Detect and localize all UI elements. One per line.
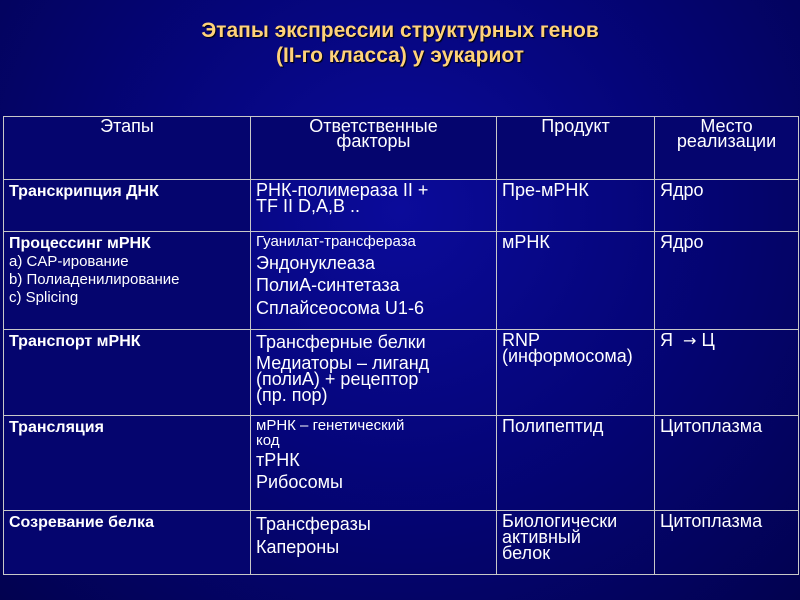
product-cell: Пре-мРНК [497,180,655,232]
header-product: Продукт [497,117,655,180]
stage-cell: Транскрипция ДНК [4,180,251,232]
factors-cell: мРНК – генетический код тРНК Рибосомы [251,416,497,511]
place-cell: Ядро [655,180,799,232]
product-cell: Биологически активный белок [497,511,655,575]
product-cell: RNP (информосома) [497,330,655,416]
table-row-transcription [4,180,799,232]
product-cell: Полипептид [497,416,655,511]
stage-cell: Созревание белка [4,511,251,575]
expression-stages-table [3,116,799,575]
place-to: Ц [701,330,715,350]
header-place: Место реализации [655,117,799,180]
table-header-row [4,117,799,180]
product-cell: мРНК [497,232,655,330]
stage-cell: Транспорт мРНК [4,330,251,416]
place-cell: Цитоплазма [655,416,799,511]
table-row-maturation [4,511,799,575]
table-row-translation [4,416,799,511]
stage-cell: Процессинг мРНК a) CAP-ирование b) Полиаденилирование c) Splicing [4,232,251,330]
place-from: Я [660,330,673,350]
factors-cell: РНК-полимераза II + TF II D,A,B .. [251,180,497,232]
factors-cell: Трансферные белки Медиаторы – лиганд (полиА) + рецептор (пр. пор) [251,330,497,416]
header-factors: Ответственные факторы [251,117,497,180]
slide-title [0,18,800,68]
table-row-processing [4,232,799,330]
factors-cell: Трансферазы Капероны [251,511,497,575]
slide-title-line2: (II-го класса) у эукариот [275,44,524,67]
place-cell: Ядро [655,232,799,330]
stage-cell: Трансляция [4,416,251,511]
place-cell: Цитоплазма [655,511,799,575]
table-row-transport [4,330,799,416]
arrow-right-icon: → [683,331,697,350]
header-stages: Этапы [4,117,251,180]
place-cell [655,330,799,416]
slide-title-line1: Этапы экспрессии структурных генов [201,19,599,42]
factors-cell: Гуанилат-трансфераза Эндонуклеаза ПолиА-синтетаза Сплайсеосома U1-6 [251,232,497,330]
